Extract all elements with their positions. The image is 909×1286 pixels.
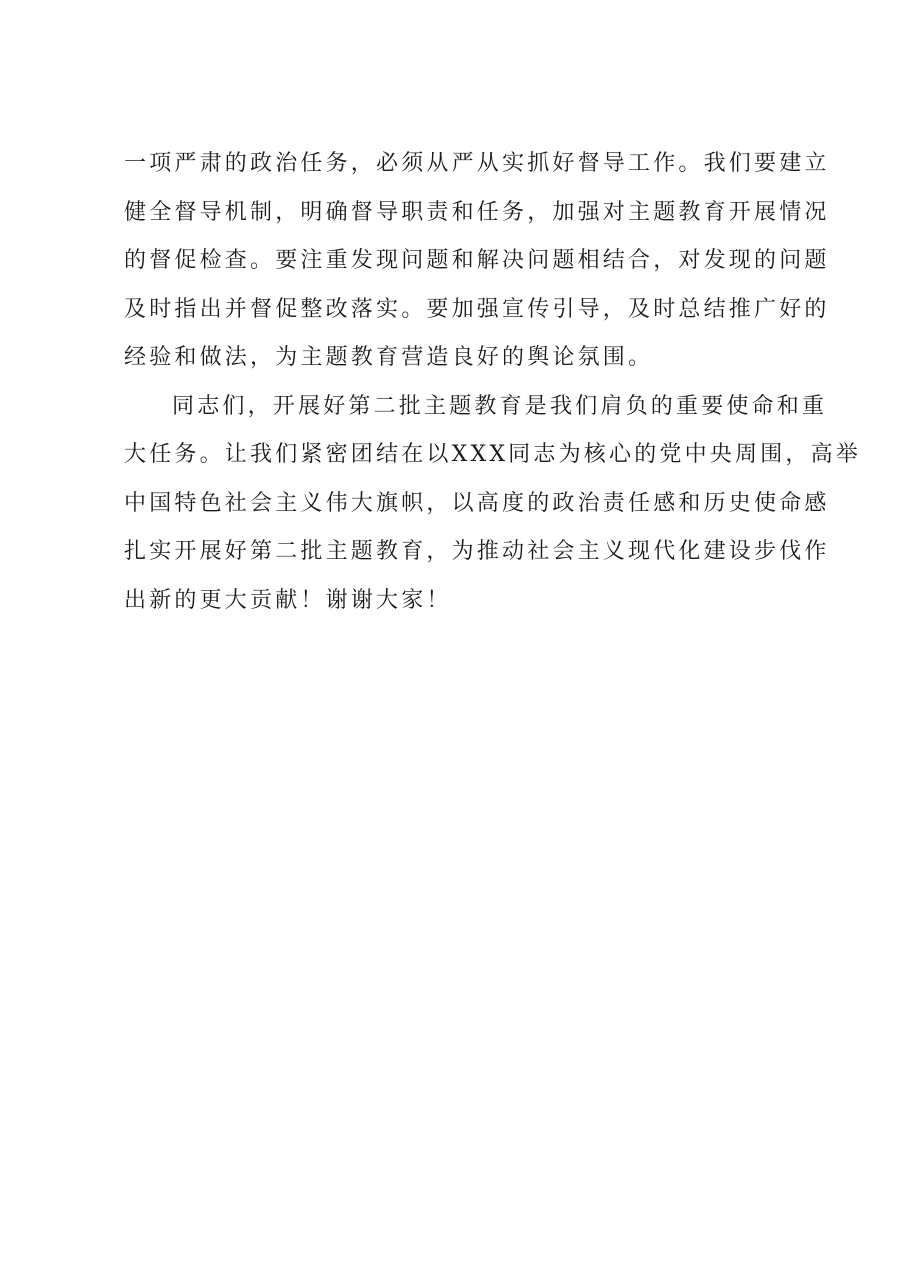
- text-line: 一项严肃的政治任务，必须从严从实抓好督导工作。我们要建立: [124, 151, 830, 176]
- text-line: 及时指出并督促整改落实。要加强宣传引导，及时总结推广好的: [124, 296, 830, 322]
- text-line: 健全督导机制，明确督导职责和任务，加强对主题教育开展情况: [124, 199, 830, 225]
- text-line: 大任务。让我们紧密团结在以XXX同志为核心的党中央周围，高举: [124, 442, 861, 467]
- paragraph-2: [124, 383, 861, 626]
- document-body: [124, 140, 861, 625]
- text-line: 经验和做法，为主题教育营造良好的舆论氛围。: [124, 345, 654, 370]
- text-line: 的督促检查。要注重发现问题和解决问题相结合，对发现的问题: [124, 248, 830, 273]
- text-line: 扎实开展好第二批主题教育，为推动社会主义现代化建设步伐作: [124, 539, 830, 564]
- text-line: 出新的更大贡献！谢谢大家！: [124, 587, 452, 613]
- paragraph-1: [124, 140, 830, 383]
- text-line: 中国特色社会主义伟大旗帜，以高度的政治责任感和历史使命感: [124, 490, 830, 516]
- text-line: 同志们，开展好第二批主题教育是我们肩负的重要使命和重: [172, 393, 828, 419]
